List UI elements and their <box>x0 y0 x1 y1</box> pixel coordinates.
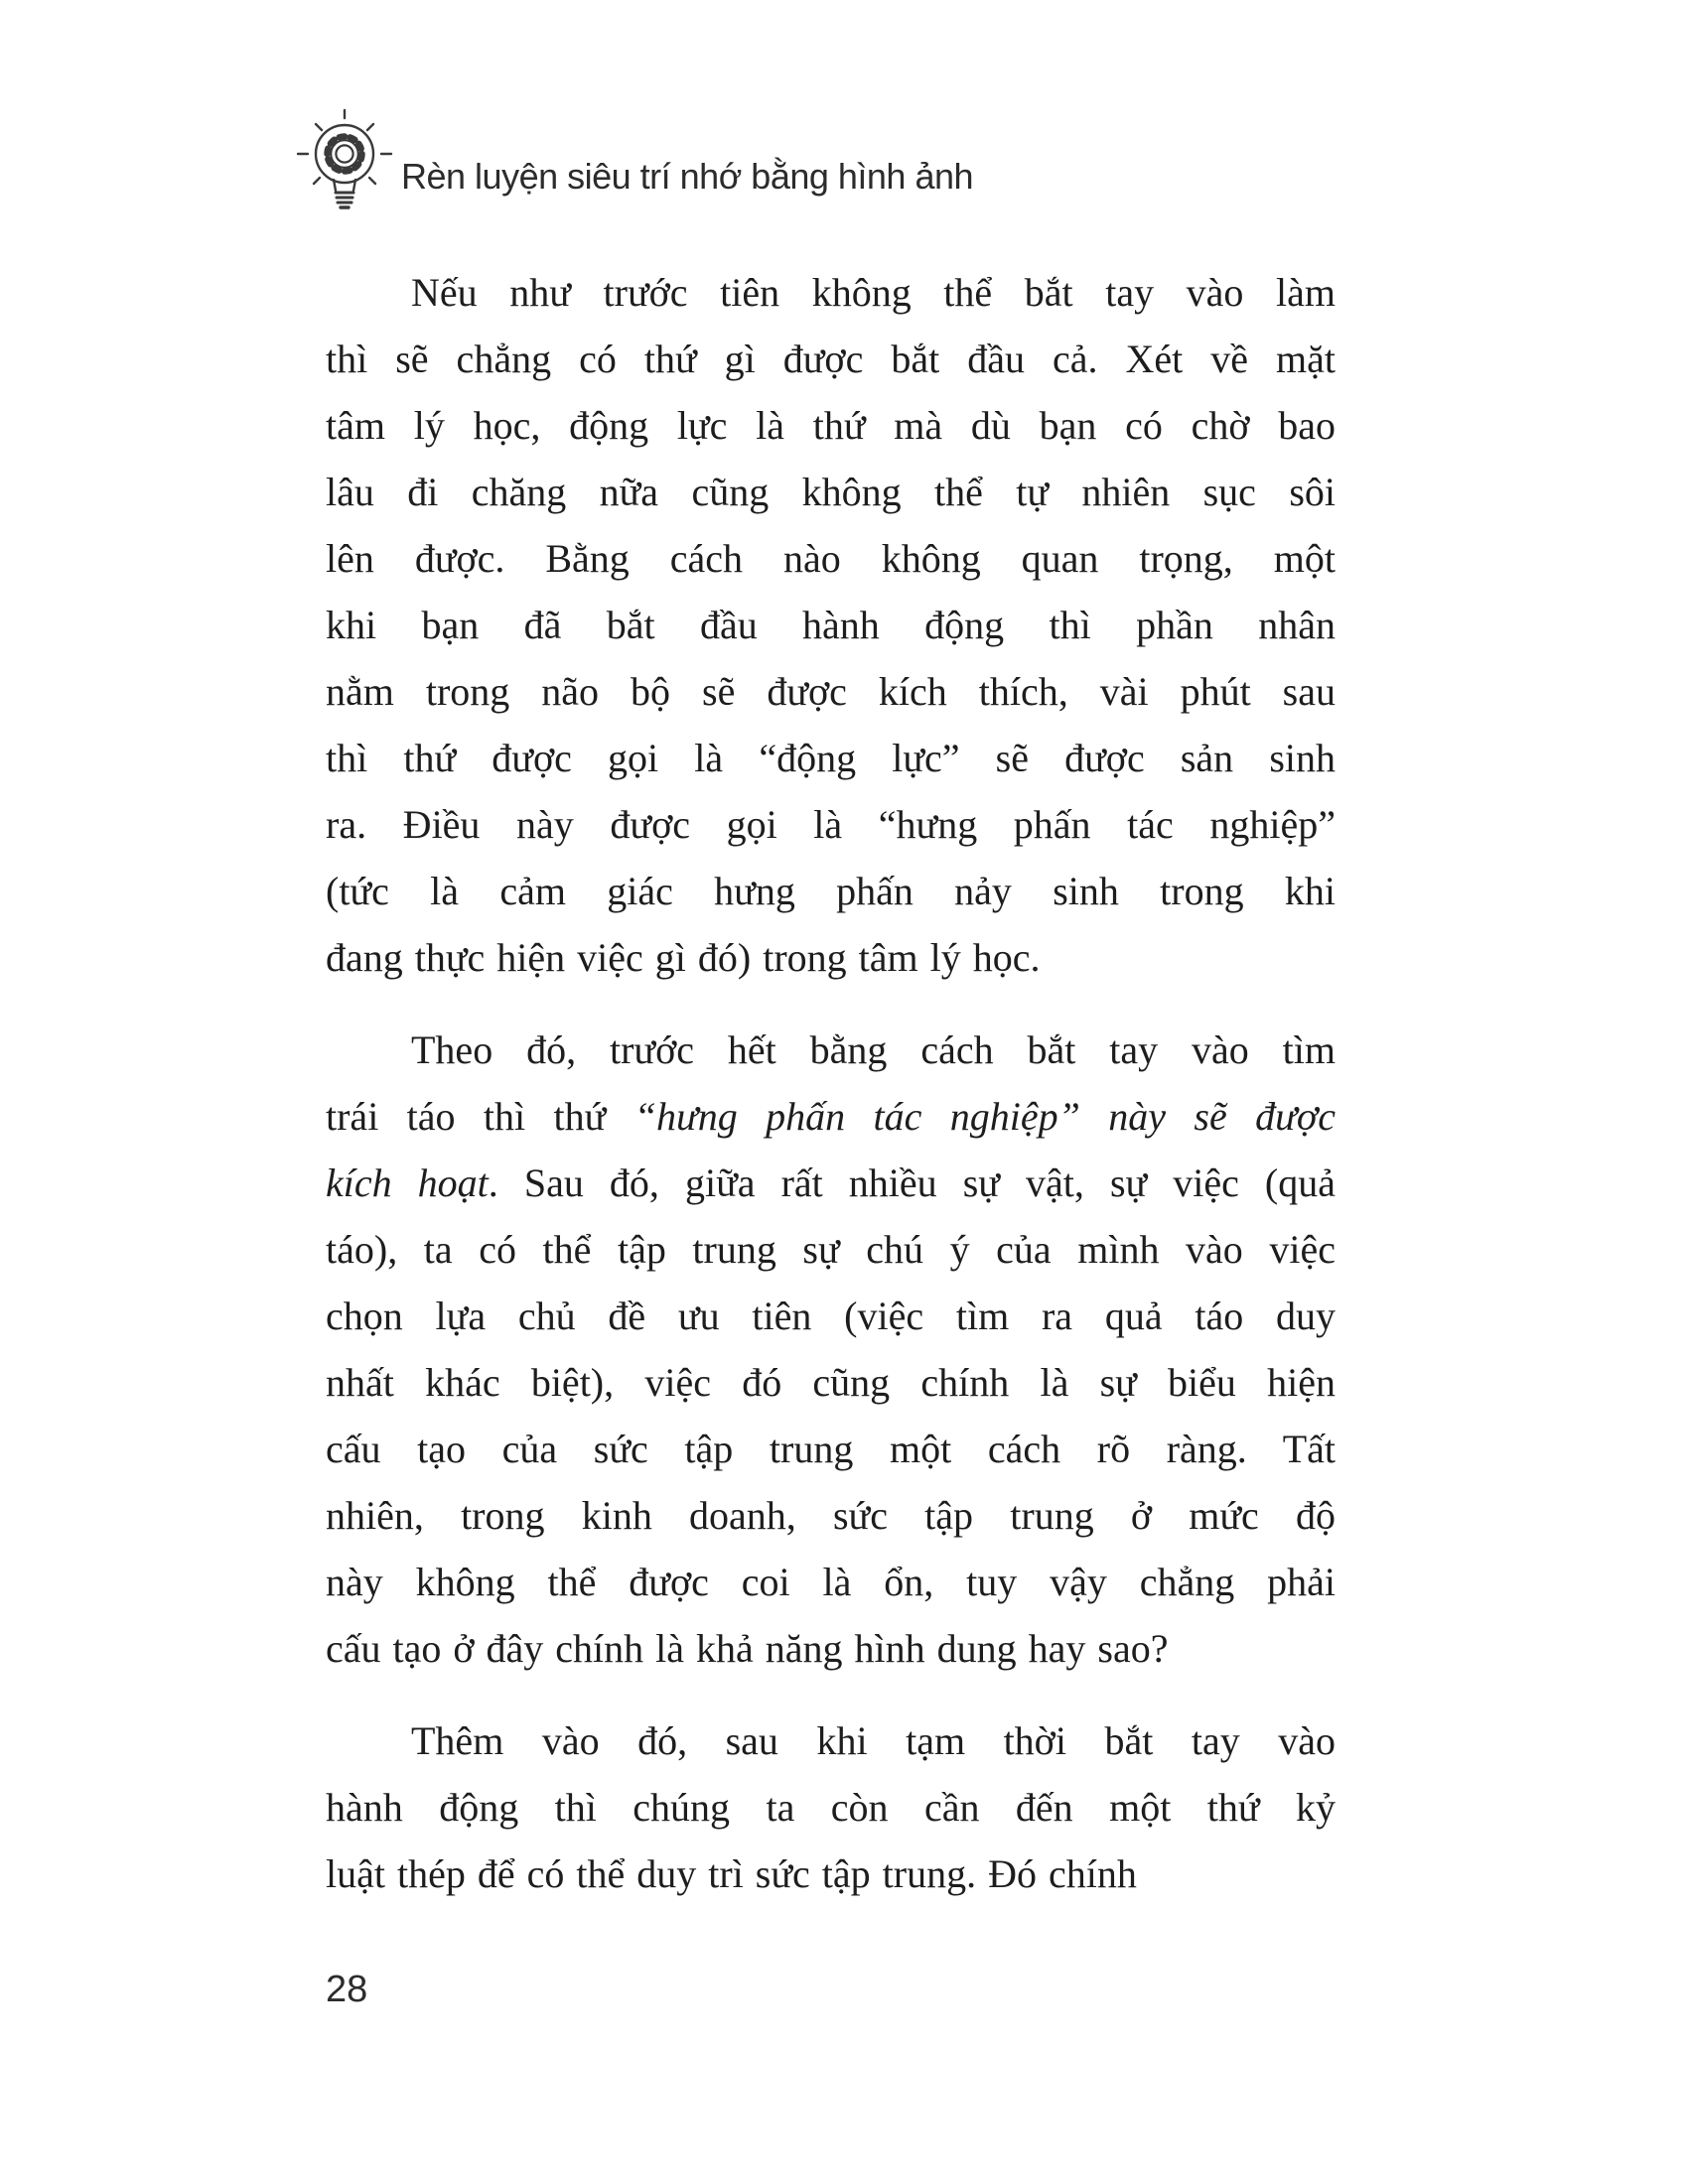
text-line <box>326 1416 1336 1482</box>
text-line <box>326 1549 1336 1615</box>
text-segment: này không thể được coi là ổn, tuy vậy chẳng phải <box>326 1560 1336 1604</box>
text-segment: trái táo thì thứ <box>326 1094 634 1139</box>
text-line <box>326 1150 1336 1216</box>
text-segment: đang thực hiện việc gì đó) trong tâm lý học. <box>326 935 1041 980</box>
text-segment: Nếu như trước tiên không thể bắt tay vào làm <box>411 270 1336 315</box>
text-line <box>326 1349 1336 1416</box>
text-line <box>326 1216 1336 1283</box>
text-line <box>326 924 1336 991</box>
text-line <box>326 326 1336 392</box>
text-line <box>326 1083 1336 1150</box>
body-text <box>326 259 1336 1933</box>
text-segment: hành động thì chúng ta còn cần đến một thứ kỷ <box>326 1785 1336 1830</box>
text-segment: tâm lý học, động lực là thứ mà dù bạn có chờ bao <box>326 403 1336 448</box>
text-line <box>326 725 1336 791</box>
text-segment: lâu đi chăng nữa cũng không thể tự nhiên sục sôi <box>326 470 1336 514</box>
text-segment: nhiên, trong kinh doanh, sức tập trung ở mức độ <box>326 1493 1336 1538</box>
text-segment: nhất khác biệt), việc đó cũng chính là sự biểu hiện <box>326 1360 1336 1405</box>
text-line <box>326 1841 1336 1907</box>
text-segment: lên được. Bằng cách nào không quan trọng, một <box>326 536 1336 581</box>
text-segment: thì thứ được gọi là “động lực” sẽ được sản sinh <box>326 736 1336 780</box>
text-segment: nằm trong não bộ sẽ được kích thích, vài phút sau <box>326 669 1336 714</box>
paragraph <box>326 259 1336 991</box>
text-segment: cấu tạo của sức tập trung một cách rõ ràng. Tất <box>326 1427 1336 1471</box>
text-line <box>326 1017 1336 1083</box>
text-segment: luật thép để có thể duy trì sức tập trung. Đó chính <box>326 1851 1137 1896</box>
text-segment: . Sau đó, giữa rất nhiều sự vật, sự việc (quả <box>488 1160 1336 1205</box>
page-number: 28 <box>326 1969 368 2010</box>
text-segment: kích hoạt <box>326 1160 489 1205</box>
text-segment: (tức là cảm giác hưng phấn nảy sinh trong khi <box>326 869 1336 913</box>
paragraph <box>326 1707 1336 1907</box>
text-line <box>326 259 1336 326</box>
text-line <box>326 525 1336 592</box>
text-segment: Thêm vào đó, sau khi tạm thời bắt tay vào <box>411 1718 1336 1763</box>
text-line <box>326 791 1336 858</box>
text-line <box>326 459 1336 525</box>
text-segment: thì sẽ chẳng có thứ gì được bắt đầu cả. Xét về mặt <box>326 337 1336 381</box>
text-segment: khi bạn đã bắt đầu hành động thì phần nhân <box>326 603 1336 647</box>
header-title: Rèn luyện siêu trí nhớ bằng hình ảnh <box>401 156 974 197</box>
text-line <box>326 392 1336 459</box>
paragraph <box>326 1017 1336 1682</box>
text-line <box>326 858 1336 924</box>
text-line <box>326 1707 1336 1774</box>
text-segment: chọn lựa chủ đề ưu tiên (việc tìm ra quả táo duy <box>326 1294 1336 1338</box>
text-segment: ra. Điều này được gọi là “hưng phấn tác nghiệp” <box>326 802 1336 847</box>
text-segment: cấu tạo ở đây chính là khả năng hình dung hay sao? <box>326 1626 1169 1671</box>
text-line <box>326 592 1336 658</box>
lightbulb-gear-icon <box>295 107 394 222</box>
text-line <box>326 1482 1336 1549</box>
text-line <box>326 1615 1336 1682</box>
text-line <box>326 1283 1336 1349</box>
text-line <box>326 658 1336 725</box>
text-segment: Theo đó, trước hết bằng cách bắt tay vào tìm <box>411 1027 1336 1072</box>
text-segment: “hưng phấn tác nghiệp” này sẽ được <box>633 1094 1336 1139</box>
text-segment: táo), ta có thể tập trung sự chú ý của mình vào việc <box>326 1227 1336 1272</box>
page-header <box>0 0 1688 238</box>
text-line <box>326 1774 1336 1841</box>
